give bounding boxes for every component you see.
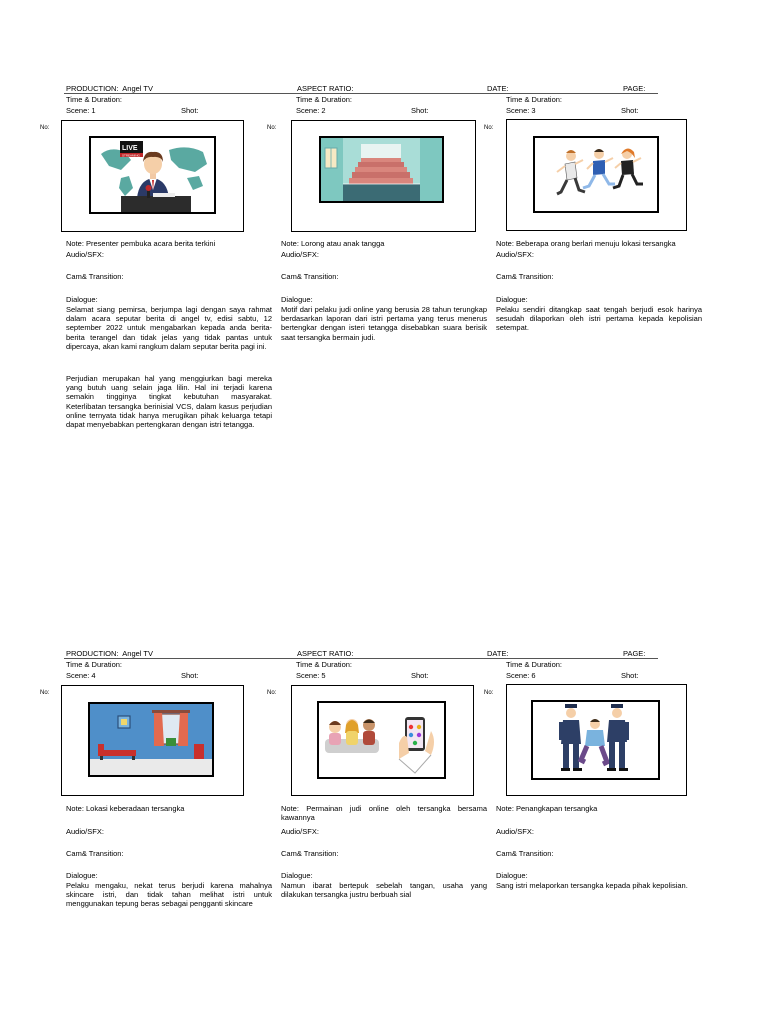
dialogue-text: Sang istri melaporkan tersangka kepada pihak kepolisian. (496, 881, 688, 890)
shot-label: Shot: (411, 106, 429, 115)
audio-sfx-label: Audio/SFX: (281, 250, 319, 259)
cam-transition-label: Cam& Transition: (496, 272, 554, 281)
no-label: No: (484, 690, 494, 696)
scene-label: Scene: 6 (506, 671, 536, 680)
date-label: DATE: (487, 649, 509, 658)
audio-sfx-label: Audio/SFX: (496, 250, 534, 259)
header-rule (64, 93, 658, 94)
scene-6-frame (506, 684, 687, 796)
production-label: PRODUCTION: Angel TV (66, 649, 153, 658)
living-room-icon (88, 702, 214, 777)
audio-sfx-label: Audio/SFX: (281, 827, 319, 836)
dialogue-label: Dialogue: (496, 295, 528, 304)
shot-label: Shot: (621, 106, 639, 115)
shot-label: Shot: (411, 671, 429, 680)
header-rule (64, 658, 658, 659)
dialogue-label: Dialogue: (281, 871, 313, 880)
no-label: No: (267, 690, 277, 696)
time-duration-label: Time & Duration: (506, 95, 562, 104)
scene-3-frame (506, 119, 687, 231)
dialogue-text: Motif dari pelaku judi online yang berusia 28 tahun terungkap berdasarkan laporan dari istri pertama yang terus menerus bertengkar dengan isteri tetangga disebabkan suara berisik saat tersangka bermain judi. (281, 305, 487, 342)
dialogue-label: Dialogue: (496, 871, 528, 880)
cam-transition-label: Cam& Transition: (281, 272, 339, 281)
scene-2-frame (291, 120, 476, 232)
scene-note: Note: Presenter pembuka acara berita terkini (66, 239, 216, 248)
dialogue-label: Dialogue: (281, 295, 313, 304)
police-arrest-icon (531, 700, 660, 780)
scene-1-frame (61, 120, 244, 232)
scene-4-frame (61, 685, 244, 796)
cam-transition-label: Cam& Transition: (66, 849, 124, 858)
aspect-ratio-label: ASPECT RATIO: (297, 649, 354, 658)
scene-note: Note: Permainan judi online oleh tersangka bersama kawannya (281, 804, 487, 823)
no-label: No: (267, 125, 277, 131)
cam-transition-label: Cam& Transition: (281, 849, 339, 858)
time-duration-label: Time & Duration: (506, 660, 562, 669)
live-sub-text: STREAMING (122, 153, 140, 158)
aspect-ratio-label: ASPECT RATIO: (297, 84, 354, 93)
dialogue-text: Perjudian merupakan hal yang menggiurkan bagi mereka yang butuh uang selain jaga lilin. Hal ini terjadi karena semakin tingginya tingkat kebutuhan masyarakat. Keterlibatan tersangka berinisial VCS, dalam kasus perjudian online ternyata tidak hanya merugikan pihak keluarga tetapi dapat menyebabkan pertengkaran dengan istri tetangga. (66, 374, 272, 430)
date-label: DATE: (487, 84, 509, 93)
live-badge-text: LIVE (122, 145, 138, 152)
scene-5-frame (291, 685, 474, 796)
dialogue-text: Selamat siang pemirsa, berjumpa lagi dengan saya rahmat dalam acara seputar berita di angel tv, edisi sabtu, 12 september 2022 untuk mengabarkan kepada anda berita- berita terangel dan tidak jelas yang tidak pantas untuk dipercaya, akan kami rangkum dalam seputar berita pagi ini. (66, 305, 272, 351)
audio-sfx-label: Audio/SFX: (66, 827, 104, 836)
dialogue-text: Namun ibarat bertepuk sebelah tangan, usaha yang dilakukan tersangka justru berbuah sial (281, 881, 487, 900)
cam-transition-label: Cam& Transition: (66, 272, 124, 281)
shot-label: Shot: (181, 106, 199, 115)
dialogue-text: Pelaku sendiri ditangkap saat tengah berjudi esok harinya sesudah dilaporkan oleh istri pertama kepada kepolisian setempat. (496, 305, 702, 333)
scene-label: Scene: 2 (296, 106, 326, 115)
time-duration-label: Time & Duration: (66, 95, 122, 104)
audio-sfx-label: Audio/SFX: (496, 827, 534, 836)
scene-label: Scene: 5 (296, 671, 326, 680)
scene-note: Note: Lorong atau anak tangga (281, 239, 385, 248)
no-label: No: (40, 690, 50, 696)
production-label: PRODUCTION: Angel TV (66, 84, 153, 93)
staircase-icon (319, 136, 444, 203)
time-duration-label: Time & Duration: (66, 660, 122, 669)
shot-label: Shot: (621, 671, 639, 680)
scene-note: Note: Beberapa orang berlari menuju lokasi tersangka (496, 239, 676, 248)
scene-label: Scene: 4 (66, 671, 96, 680)
scene-label: Scene: 1 (66, 106, 96, 115)
scene-label: Scene: 3 (506, 106, 536, 115)
no-label: No: (484, 125, 494, 131)
audio-sfx-label: Audio/SFX: (66, 250, 104, 259)
scene-note: Note: Penangkapan tersangka (496, 804, 598, 813)
dialogue-label: Dialogue: (66, 295, 98, 304)
time-duration-label: Time & Duration: (296, 660, 352, 669)
dialogue-text: Pelaku mengaku, nekat terus berjudi karena mahalnya skincare istri, dan tidak tahan melihat istri untuk menggunakan tepung beras sebagai pengganti skincare (66, 881, 272, 909)
time-duration-label: Time & Duration: (296, 95, 352, 104)
running-people-icon (533, 136, 659, 213)
dialogue-label: Dialogue: (66, 871, 98, 880)
page-label: PAGE: (623, 84, 646, 93)
no-label: No: (40, 125, 50, 131)
online-gambling-icon (317, 701, 446, 779)
news-presenter-icon (89, 136, 216, 214)
cam-transition-label: Cam& Transition: (496, 849, 554, 858)
page-label: PAGE: (623, 649, 646, 658)
scene-note: Note: Lokasi keberadaan tersangka (66, 804, 185, 813)
shot-label: Shot: (181, 671, 199, 680)
